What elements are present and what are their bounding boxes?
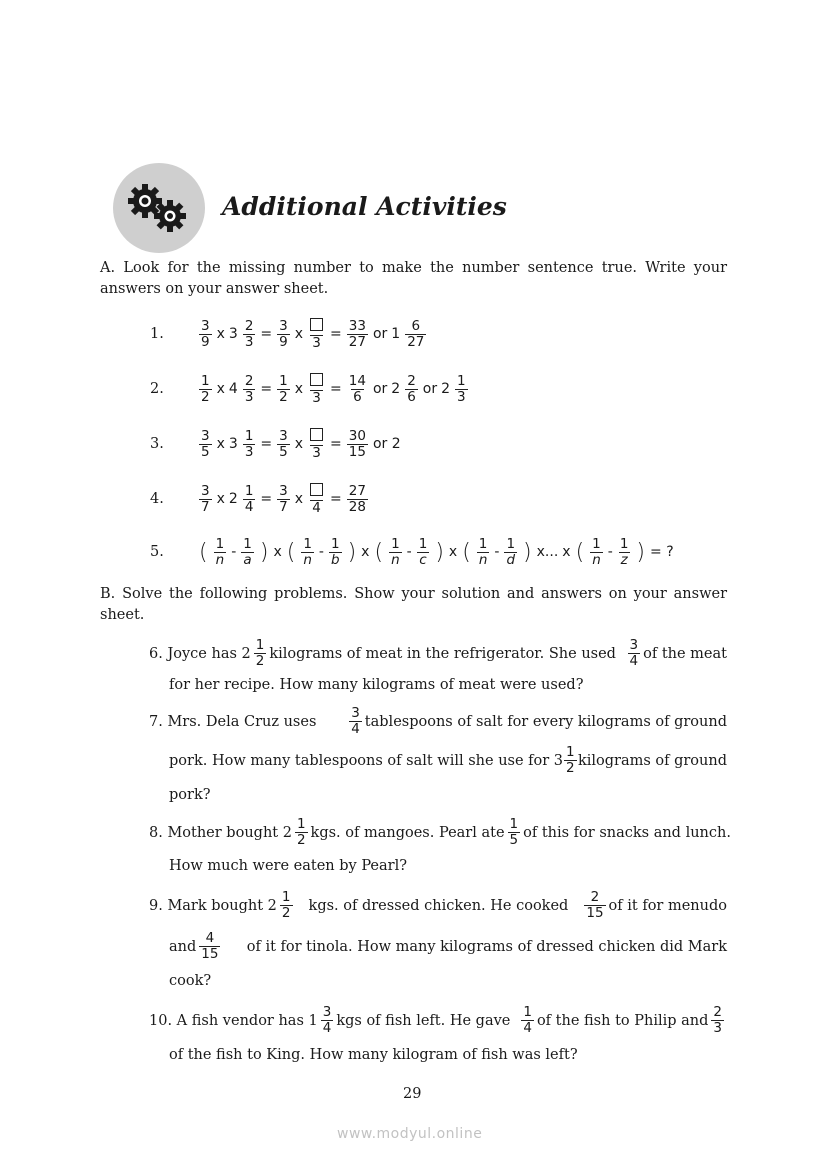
problem-10-line2: of the fish to King. How many kilogram of fish was left? <box>169 1047 578 1063</box>
problem-9-line2: and $\frac{4}{15}$ of it for tinola. How many kilograms of dressed chicken did Mark <box>169 930 727 962</box>
problem-8-line2: How much were eaten by Pearl? <box>169 858 408 874</box>
watermark: www.modyul.online <box>337 1126 483 1142</box>
equation-4: $\frac{3}{7}$ x 2 $\frac{1}{4}$ = $\frac{3}{7}$ x 4 = $\frac{27}{28}$ <box>201 482 366 516</box>
equation-5: ( $\frac{1}{n}$ - $\frac{1}{a}$ ) x ( $\frac{1}{n}$ - $\frac{1}{b}$ ) x ( $\frac{1}{n}$ - $\frac{1}{c}$ ) x ( $\frac{1}{n}$ - $\frac{1}{d}$ ) x... x ( $\frac{1}{n}$ - $\frac{1}{z}$ ) = ? <box>199 535 674 568</box>
section-a-instruction: A. Look for the missing number to make the number sentence true. Write your answers on your answer sheet. <box>100 260 727 297</box>
section-b-instruction: B. Solve the following problems. Show your solution and answers on your answer sheet. <box>100 586 727 623</box>
equation-3: $\frac{3}{5}$ x 3 $\frac{1}{3}$ = $\frac{3}{5}$ x 3 = $\frac{30}{15}$ or 2 <box>201 427 401 461</box>
item-number: 2. <box>150 381 164 397</box>
gears-icon <box>113 163 205 253</box>
problem-9: 9. Mark bought 2 $\frac{1}{2}$ kgs. of dressed chicken. He cooked $\frac{2}{15}$ of it for menudo <box>149 889 727 921</box>
answer-box <box>310 373 323 386</box>
problem-10: 10. A fish vendor has 1 $\frac{3}{4}$ kgs of fish left. He gave $\frac{1}{4}$ of the fish to Philip and $\frac{2}{3}$ <box>149 1004 722 1036</box>
equation-1: $\frac{3}{9}$ x 3 $\frac{2}{3}$ = $\frac{3}{9}$ x 3 = $\frac{33}{27}$ or 1 $\frac{6}{27}$ <box>201 317 425 351</box>
item-number: 1. <box>150 326 164 342</box>
problem-6-line2: for her recipe. How many kilograms of meat were used? <box>169 677 584 693</box>
answer-box <box>310 483 323 496</box>
problem-7-line3: pork? <box>169 787 211 803</box>
problem-7: 7. Mrs. Dela Cruz uses $\frac{3}{4}$ tablespoons of salt for every kilograms of ground <box>149 705 727 737</box>
problem-9-line3: cook? <box>169 973 212 989</box>
page-number: 29 <box>403 1086 422 1102</box>
item-number: 4. <box>150 491 164 507</box>
item-number: 5. <box>150 544 164 560</box>
problem-8: 8. Mother bought 2 $\frac{1}{2}$ kgs. of mangoes. Pearl ate $\frac{1}{5}$ of this for snacks and lunch. <box>149 816 731 848</box>
problem-7-line2: pork. How many tablespoons of salt will she use for 3 $\frac{1}{2}$ kilograms of ground <box>169 744 727 776</box>
answer-box <box>310 428 323 441</box>
problem-6: 6. Joyce has 2 $\frac{1}{2}$ kilograms of meat in the refrigerator. She used $\frac{3}{4}$ of the meat <box>149 637 727 669</box>
page-title: Additional Activities <box>222 192 507 221</box>
answer-box <box>310 318 323 331</box>
item-number: 3. <box>150 436 164 452</box>
equation-2: $\frac{1}{2}$ x 4 $\frac{2}{3}$ = $\frac{1}{2}$ x 3 = $\frac{14}{6}$ or 2 $\frac{2}{6}$ or 2 $\frac{1}{3}$ <box>201 372 466 406</box>
